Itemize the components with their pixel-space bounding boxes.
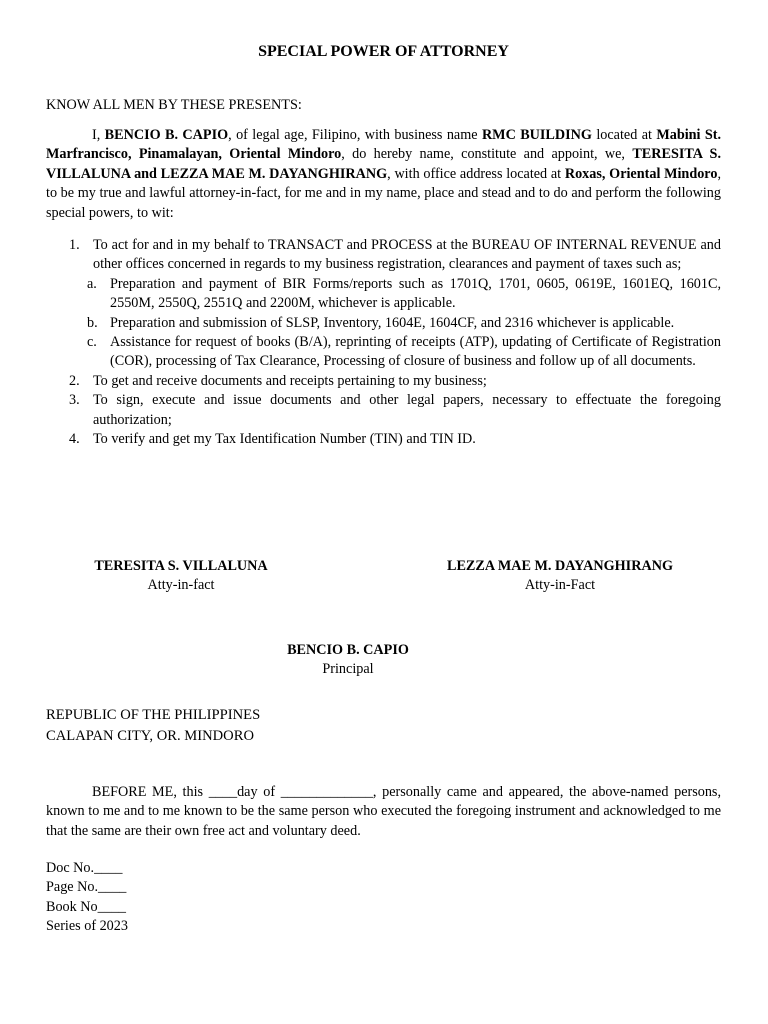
intro-text: located at xyxy=(591,127,657,143)
power-item xyxy=(46,372,721,391)
sub-power-letter: b. xyxy=(87,314,98,331)
principal-name: BENCIO B. CAPIO xyxy=(104,127,229,143)
sub-power-text: Preparation and payment of BIR Forms/reports such as 1701Q, 1701, 0605, 0619E, 1601EQ, 1601C, 2550M, 2550Q, 2551Q and 2200M, whichever is applicable. xyxy=(110,275,721,312)
signatory-role: Atty-in-Fact xyxy=(524,577,596,594)
power-text: To act for and in my behalf to TRANSACT and PROCESS at the BUREAU OF INTERNAL REVENUE and other offices concerned in regards to my business registration, clearances and payment of taxes such as; xyxy=(93,237,721,273)
power-number: 2. xyxy=(69,372,80,389)
venue-country: REPUBLIC OF THE PHILIPPINES xyxy=(46,707,261,723)
acknowledgment-paragraph: BEFORE ME, this ____day of _____________, personally came and appeared, the above-named persons, known to me and to me known to be the same person who executed the foregoing instrument and acknowledged to me that the same are their own free act and voluntary deed. xyxy=(46,784,721,839)
power-number: 3. xyxy=(69,392,80,409)
power-text: To verify and get my Tax Identification Number (TIN) and TIN ID. xyxy=(93,431,476,448)
signatory-name: LEZZA MAE M. DAYANGHIRANG xyxy=(447,558,673,574)
signatory-name: TERESITA S. VILLALUNA xyxy=(94,558,268,574)
intro-text: , do hereby name, constitute and appoint, we, xyxy=(341,146,633,163)
venue-city: CALAPAN CITY, OR. MINDORO xyxy=(46,728,254,744)
business-name: RMC BUILDING xyxy=(481,127,592,143)
series-year: Series of 2023 xyxy=(46,918,128,935)
power-item xyxy=(46,236,721,372)
sub-power-item xyxy=(87,314,721,333)
business-address: Mabini St. Marfrancisco, Pinamalayan, Oriental Mindoro xyxy=(46,127,722,163)
signatory-name: BENCIO B. CAPIO xyxy=(287,642,409,658)
signature-block-attorney-1 xyxy=(66,557,296,596)
power-text: To get and receive documents and receipts pertaining to my business; xyxy=(93,372,487,389)
doc-number: Doc No.____ xyxy=(46,860,123,876)
sub-power-text: Assistance for request of books (B/A), reprinting of receipts (ATP), updating of Certificate of Registration (COR), processing of Tax Clearance, Processing of closure of business and follow up of all documents. xyxy=(110,334,721,370)
intro-paragraph xyxy=(46,126,721,223)
intro-text: , to be my true and lawful attorney-in-fact, for me and in my name, place and stead and to do and perform the following special powers, to wit: xyxy=(46,165,721,221)
intro-text: , with office address located at xyxy=(387,165,565,182)
document-title: SPECIAL POWER OF ATTORNEY xyxy=(258,43,509,60)
signatory-role: Principal xyxy=(322,661,374,678)
intro-text: I, xyxy=(92,127,105,143)
book-number: Book No____ xyxy=(46,898,127,915)
sub-power-letter: c. xyxy=(87,334,97,351)
sub-power-text: Preparation and submission of SLSP, Inventory, 1604E, 1604CF, and 2316 whichever is applicable. xyxy=(110,314,675,331)
notarial-register xyxy=(46,859,128,937)
sub-power-item xyxy=(87,333,721,372)
attorneys-names: TERESITA S. VILLALUNA and LEZZA MAE M. DAYANGHIRANG xyxy=(46,146,721,182)
greeting: KNOW ALL MEN BY THESE PRESENTS: xyxy=(46,97,302,113)
sub-power-item xyxy=(87,275,721,314)
venue-block xyxy=(46,705,260,747)
power-number: 4. xyxy=(69,431,80,448)
office-address: Roxas, Oriental Mindoro xyxy=(564,165,718,182)
sub-powers-list xyxy=(87,275,721,372)
signatory-role: Atty-in-fact xyxy=(147,577,215,594)
signature-block-principal xyxy=(233,641,463,680)
powers-list xyxy=(46,236,721,449)
power-number: 1. xyxy=(69,237,80,253)
power-item xyxy=(46,391,721,430)
page-number: Page No.____ xyxy=(46,879,127,896)
signature-block-attorney-2 xyxy=(410,557,710,596)
sub-power-letter: a. xyxy=(87,275,97,292)
power-text: To sign, execute and issue documents and other legal papers, necessary to effectuate the foregoing authorization; xyxy=(93,392,721,428)
power-item xyxy=(46,430,721,449)
intro-text: , of legal age, Filipino, with business name xyxy=(228,127,482,143)
